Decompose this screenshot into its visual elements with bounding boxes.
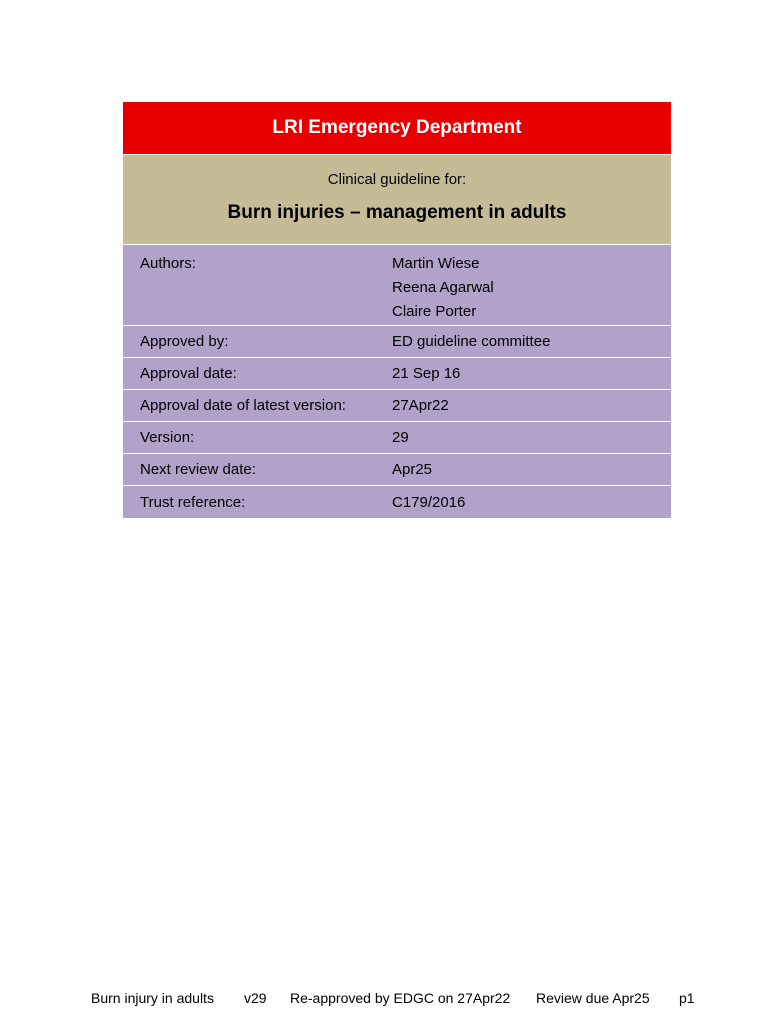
next-review-label: Next review date: — [140, 461, 256, 478]
version-label: Version: — [140, 429, 195, 446]
footer-page-number: p1 — [679, 990, 695, 1006]
latest-approval-value: 27Apr22 — [392, 397, 449, 414]
latest-approval-label: Approval date of latest version: — [140, 397, 346, 414]
approval-date-row — [123, 358, 671, 390]
approved-by-row — [123, 326, 671, 358]
guideline-metadata — [123, 245, 671, 518]
author-name: Reena Agarwal — [392, 279, 494, 296]
approval-date-label: Approval date: — [140, 365, 237, 382]
footer-review-due: Review due Apr25 — [536, 990, 650, 1006]
guideline-title: Burn injuries – management in adults — [227, 202, 567, 223]
next-review-row — [123, 454, 671, 486]
approved-by-value: ED guideline committee — [392, 333, 551, 350]
trust-reference-label: Trust reference: — [140, 493, 246, 511]
version-value: 29 — [392, 429, 409, 446]
trust-reference-row — [123, 486, 671, 518]
guideline-kicker: Clinical guideline for: — [327, 171, 467, 188]
guideline-cover-table — [123, 102, 671, 518]
next-review-value: Apr25 — [392, 461, 433, 478]
author-name: Claire Porter — [392, 303, 477, 320]
author-name: Martin Wiese — [392, 255, 480, 272]
footer-version: v29 — [244, 990, 267, 1006]
authors-row — [123, 245, 671, 326]
footer-reapproval: Re-approved by EDGC on 27Apr22 — [290, 990, 511, 1006]
version-row — [123, 422, 671, 454]
footer-document-title: Burn injury in adults — [91, 990, 214, 1006]
authors-list — [392, 252, 671, 324]
approval-date-value: 21 Sep 16 — [392, 365, 461, 382]
department-title: LRI Emergency Department — [272, 117, 522, 138]
guideline-title-block — [123, 155, 671, 245]
latest-approval-row — [123, 390, 671, 422]
approved-by-label: Approved by: — [140, 333, 229, 350]
trust-reference-value: C179/2016 — [392, 493, 466, 511]
authors-label: Authors: — [140, 255, 196, 272]
department-header — [123, 102, 671, 155]
